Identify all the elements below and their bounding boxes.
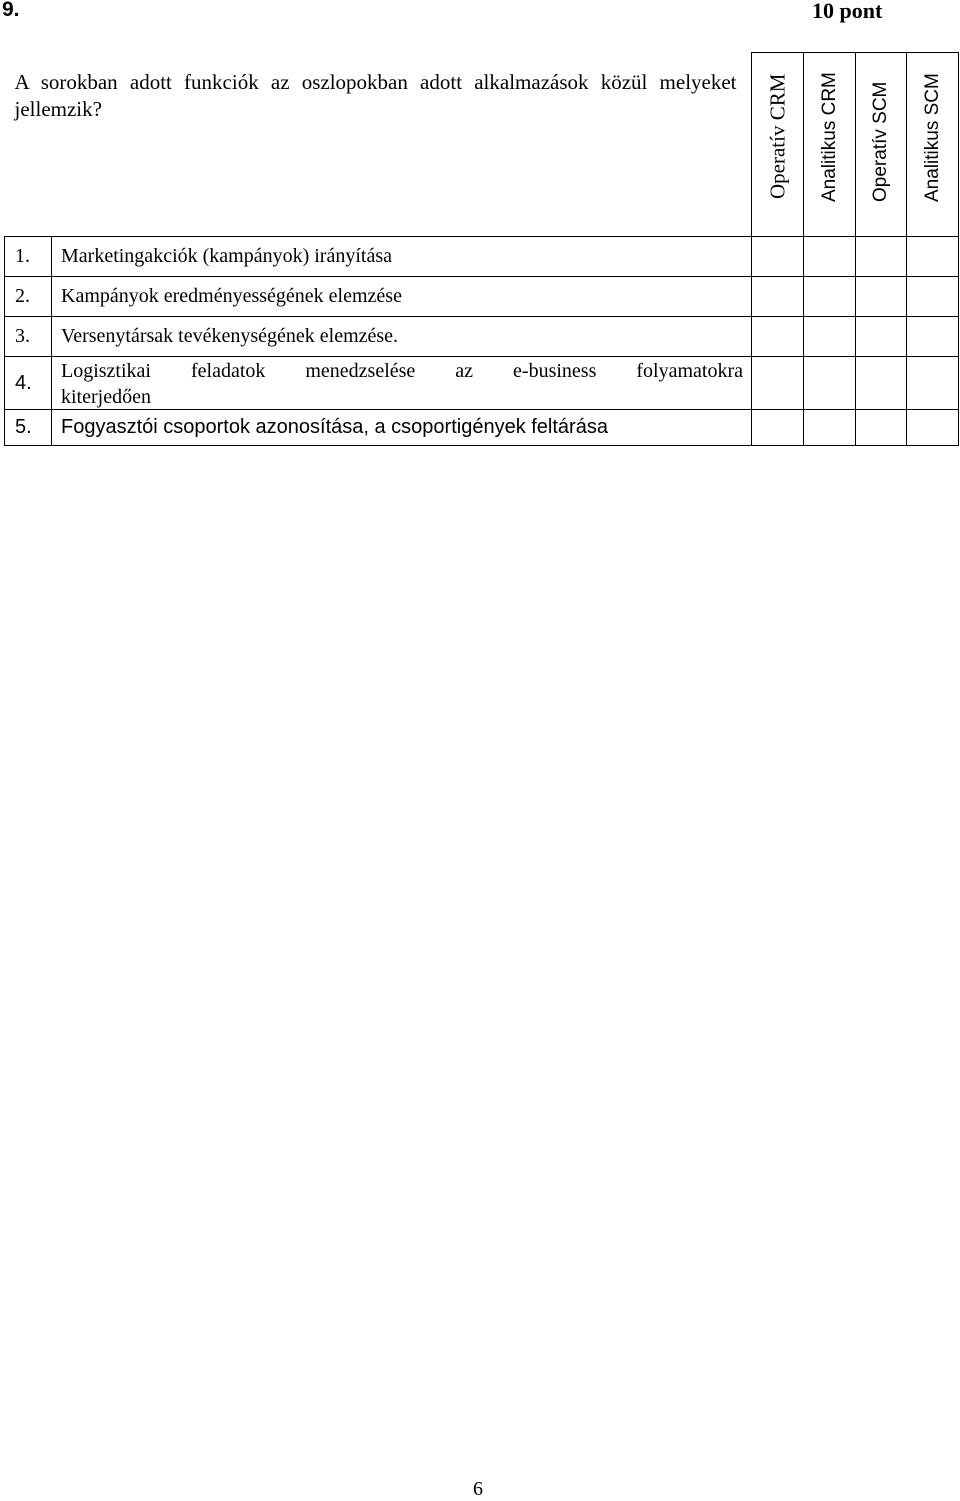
column-header-analitikus-scm	[907, 53, 959, 237]
column-header-operativ-scm	[856, 53, 907, 237]
row-function: Fogyasztói csoportok azonosítása, a csoportigények feltárása	[52, 410, 752, 446]
column-header-analitikus-crm	[804, 53, 856, 237]
row-number: 5.	[5, 410, 52, 446]
answer-cell[interactable]	[856, 317, 907, 357]
column-label: Operatív CRM	[765, 73, 789, 199]
answer-cell[interactable]	[907, 357, 959, 410]
answer-cell[interactable]	[752, 410, 804, 446]
column-header-operativ-crm	[752, 53, 804, 237]
answer-cell[interactable]	[804, 357, 856, 410]
column-label: Analitikus CRM	[818, 72, 840, 202]
row-function-line: kiterjedően	[61, 386, 151, 408]
row-number: 1.	[5, 237, 52, 277]
row-number: 3.	[5, 317, 52, 357]
answer-cell[interactable]	[856, 357, 907, 410]
row-function-line: Logisztikai feladatok menedzselése az e-business folyamatokra	[61, 360, 743, 382]
row-number: 2.	[5, 277, 52, 317]
table-row	[5, 317, 959, 357]
answer-cell[interactable]	[856, 237, 907, 277]
answer-cell[interactable]	[752, 357, 804, 410]
row-function: Kampányok eredményességének elemzése	[52, 277, 752, 317]
row-number: 4.	[5, 357, 52, 410]
table-row	[5, 357, 959, 410]
question-prompt: A sorokban adott funkciók az oszlopokban adott alkalmazások közül melyeket jellemzik?	[14, 69, 737, 121]
answer-cell[interactable]	[856, 410, 907, 446]
row-function: Marketingakciók (kampányok) irányítása	[52, 237, 752, 277]
answer-cell[interactable]	[804, 277, 856, 317]
row-function: Versenytársak tevékenységének elemzése.	[52, 317, 752, 357]
answer-grid	[4, 52, 959, 446]
table-row	[5, 277, 959, 317]
answer-cell[interactable]	[804, 317, 856, 357]
column-label: Analitikus SCM	[921, 73, 943, 202]
question-number: 9.	[2, 0, 20, 21]
prompt-cell	[5, 53, 752, 237]
header-row	[5, 53, 959, 237]
table-row	[5, 237, 959, 277]
answer-cell[interactable]	[752, 317, 804, 357]
answer-cell[interactable]	[907, 237, 959, 277]
row-function	[52, 357, 752, 410]
answer-cell[interactable]	[804, 237, 856, 277]
page-number: 6	[473, 1478, 483, 1500]
answer-cell[interactable]	[907, 277, 959, 317]
answer-cell[interactable]	[907, 410, 959, 446]
table-row	[5, 410, 959, 446]
answer-cell[interactable]	[752, 277, 804, 317]
answer-cell[interactable]	[856, 277, 907, 317]
question-points: 10 pont	[812, 0, 883, 23]
column-label: Operatív SCM	[870, 81, 891, 202]
answer-cell[interactable]	[804, 410, 856, 446]
answer-cell[interactable]	[907, 317, 959, 357]
answer-cell[interactable]	[752, 237, 804, 277]
